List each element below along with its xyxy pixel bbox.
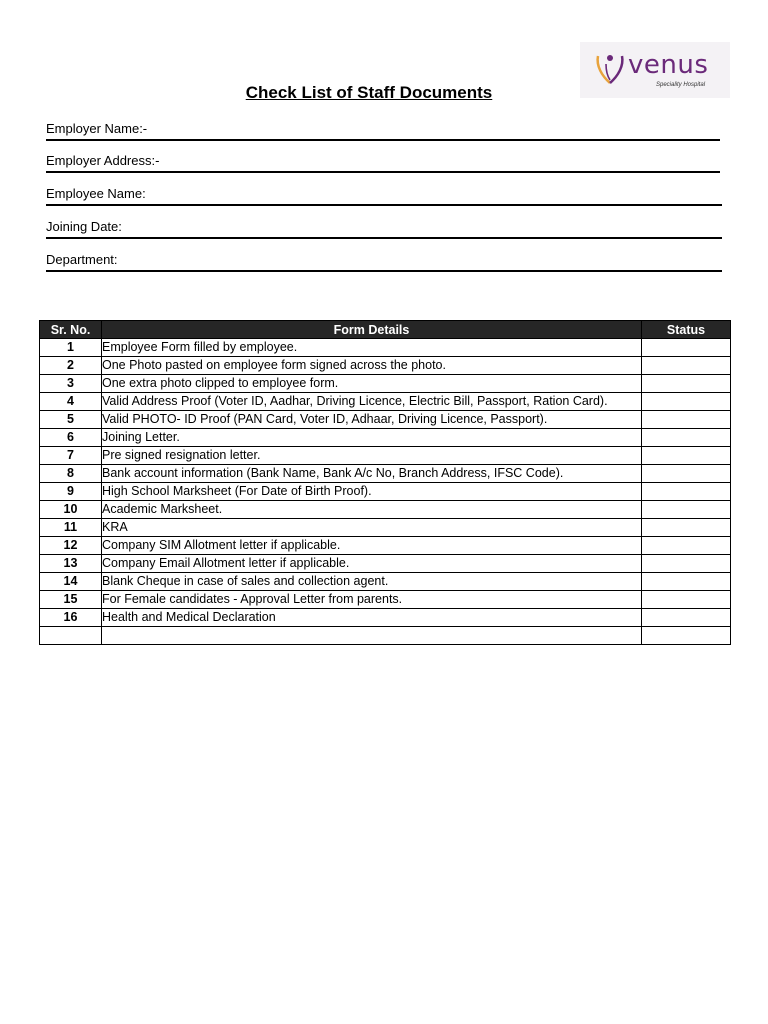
table-row [40, 429, 731, 447]
form-details-cell: Employee Form filled by employee. [102, 339, 642, 357]
form-details-cell: One Photo pasted on employee form signed across the photo. [102, 357, 642, 375]
status-header: Status [642, 321, 731, 339]
form-details-cell: Blank Cheque in case of sales and collection agent. [102, 573, 642, 591]
table-row [40, 375, 731, 393]
joining-date-field[interactable] [46, 217, 722, 239]
document-checklist-table [39, 320, 731, 645]
table-row [40, 483, 731, 501]
srno-cell: 15 [40, 591, 102, 609]
status-cell[interactable] [642, 357, 731, 375]
status-cell[interactable] [642, 501, 731, 519]
srno-cell: 13 [40, 555, 102, 573]
srno-cell: 11 [40, 519, 102, 537]
table-row [40, 411, 731, 429]
table-row [40, 465, 731, 483]
employer-name-field[interactable] [46, 119, 720, 141]
srno-cell: 12 [40, 537, 102, 555]
status-cell[interactable] [642, 537, 731, 555]
srno-cell: 4 [40, 393, 102, 411]
form-details-cell: KRA [102, 519, 642, 537]
form-details-cell: Health and Medical Declaration [102, 609, 642, 627]
employee-name-field[interactable] [46, 184, 722, 206]
srno-cell: 10 [40, 501, 102, 519]
form-details-cell: Academic Marksheet. [102, 501, 642, 519]
srno-cell: 7 [40, 447, 102, 465]
status-cell[interactable] [642, 555, 731, 573]
table-row [40, 519, 731, 537]
page-title: Check List of Staff Documents [245, 83, 493, 102]
field-label: Employee Name: [46, 186, 146, 201]
table-row [40, 357, 731, 375]
status-cell[interactable] [642, 519, 731, 537]
status-cell[interactable] [642, 627, 731, 645]
field-label: Employer Name:- [46, 121, 148, 136]
form-details-cell: Pre signed resignation letter. [102, 447, 642, 465]
form-details-cell: One extra photo clipped to employee form. [102, 375, 642, 393]
employer-address-field[interactable] [46, 151, 720, 173]
form-details-cell: High School Marksheet (For Date of Birth Proof). [102, 483, 642, 501]
field-label: Joining Date: [46, 219, 122, 234]
srno-cell: 16 [40, 609, 102, 627]
form-details-cell: For Female candidates - Approval Letter from parents. [102, 591, 642, 609]
logo-tagline: Speciality Hospital [656, 82, 706, 88]
srno-cell: 8 [40, 465, 102, 483]
table-row [40, 393, 731, 411]
table-row [40, 555, 731, 573]
srno-cell [40, 627, 102, 645]
table-header-row [40, 321, 731, 339]
field-label: Employer Address:- [46, 153, 160, 168]
srno-cell: 3 [40, 375, 102, 393]
form-details-cell: Joining Letter. [102, 429, 642, 447]
form-details-cell: Company Email Allotment letter if applicable. [102, 555, 642, 573]
department-field[interactable] [46, 250, 722, 272]
form-details-cell: Company SIM Allotment letter if applicable. [102, 537, 642, 555]
logo-wordmark: venus [628, 50, 709, 80]
srno-cell: 9 [40, 483, 102, 501]
status-cell[interactable] [642, 483, 731, 501]
status-cell[interactable] [642, 375, 731, 393]
status-cell[interactable] [642, 609, 731, 627]
table-row [40, 591, 731, 609]
form-details-cell [102, 627, 642, 645]
status-cell[interactable] [642, 573, 731, 591]
table-row [40, 501, 731, 519]
srno-header: Sr. No. [40, 321, 102, 339]
table-row [40, 339, 731, 357]
srno-cell: 1 [40, 339, 102, 357]
srno-cell: 2 [40, 357, 102, 375]
form-details-cell: Valid PHOTO- ID Proof (PAN Card, Voter ID, Adhaar, Driving Licence, Passport). [102, 411, 642, 429]
srno-cell: 6 [40, 429, 102, 447]
srno-cell: 14 [40, 573, 102, 591]
field-label: Department: [46, 252, 118, 267]
table-row-blank [40, 627, 731, 645]
status-cell[interactable] [642, 447, 731, 465]
table-row [40, 447, 731, 465]
status-cell[interactable] [642, 591, 731, 609]
form-details-cell: Valid Address Proof (Voter ID, Aadhar, Driving Licence, Electric Bill, Passport, Ration Card). [102, 393, 642, 411]
status-cell[interactable] [642, 393, 731, 411]
form-details-cell: Bank account information (Bank Name, Bank A/c No, Branch Address, IFSC Code). [102, 465, 642, 483]
status-cell[interactable] [642, 465, 731, 483]
status-cell[interactable] [642, 429, 731, 447]
srno-cell: 5 [40, 411, 102, 429]
form-details-header: Form Details [102, 321, 642, 339]
table-row [40, 537, 731, 555]
status-cell[interactable] [642, 411, 731, 429]
table-row [40, 573, 731, 591]
table-row [40, 609, 731, 627]
logo-heart-icon [594, 52, 626, 86]
status-cell[interactable] [642, 339, 731, 357]
